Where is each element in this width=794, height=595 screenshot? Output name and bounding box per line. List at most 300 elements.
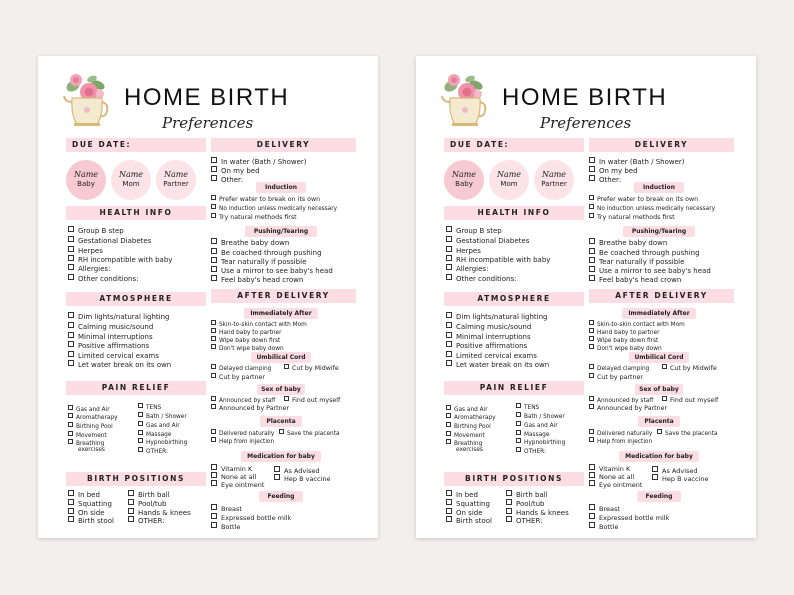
birth-position-item[interactable]: On side [68,508,105,518]
checkbox-icon [68,312,74,318]
checkbox-icon [211,480,217,486]
baby-name-circle [444,160,484,200]
page-title: HOME BIRTH [502,84,668,111]
checkbox-icon [446,255,452,261]
birth-position-item[interactable]: Birth ball [506,490,548,500]
checkbox-icon [589,328,594,333]
atmosphere-item[interactable]: Limited cervical exams [446,351,537,361]
checkbox-icon [211,437,216,442]
pain-relief-item[interactable]: Birthing Pool [446,422,491,431]
checkbox-icon [211,472,217,478]
checkbox-icon [274,466,280,472]
pain-relief-item[interactable]: OTHER: [516,447,546,456]
checkbox-icon [68,264,74,270]
checkbox-icon [446,264,452,270]
delivery-item[interactable]: Other: [211,175,243,185]
induction-item[interactable]: Prefer water to break on its own [589,195,698,204]
pain-relief-item[interactable]: Hypnobirthing [516,438,565,447]
checkbox-icon [589,429,594,434]
birth-position-item[interactable]: Hands & knees [506,508,569,518]
partner-name: Name [163,170,189,179]
birth-position-item[interactable]: In bed [68,490,100,500]
checkbox-icon [516,421,521,426]
pushing-header: Pushing/Tearing [623,226,695,237]
placenta-header: Placenta [638,416,680,427]
birth-position-item[interactable]: Pool/tub [128,499,166,509]
delivery-item[interactable]: In water (Bath / Shower) [589,157,685,167]
birth-position-item[interactable]: In bed [446,490,478,500]
checkbox-icon [68,274,74,280]
pain-relief-item[interactable]: Breathing [446,439,482,448]
mom-name-circle [111,160,151,200]
atmosphere-item[interactable]: Dim lights/natural lighting [446,312,547,322]
medication-item[interactable]: As Advised [274,466,320,476]
checkbox-icon [446,236,452,242]
umbilical-cord-header: Umbilical Cord [629,352,689,363]
checkbox-icon [68,360,74,366]
checkbox-icon [68,516,74,522]
immediately-after-item[interactable]: Wipe baby down first [589,336,658,345]
checkbox-icon [589,213,594,218]
medication-header: Medication for baby [241,451,321,462]
pushing-item[interactable]: Use a mirror to see baby's head [211,266,333,276]
health-info-header: HEALTH INFO [66,206,206,220]
pushing-item[interactable]: Feel baby's head crown [589,275,681,285]
due-date-band [444,138,584,152]
feeding-item[interactable]: Expressed bottle milk [211,513,291,523]
checkbox-icon [284,396,289,401]
checkbox-icon [446,499,452,505]
due-date-label: DUE DATE: [72,140,132,149]
atmosphere-item[interactable]: Dim lights/natural lighting [68,312,169,322]
birth-position-item[interactable]: Hands & knees [128,508,191,518]
atmosphere-item[interactable]: Calming music/sound [68,322,153,332]
checkbox-icon [589,373,594,378]
checkbox-icon [589,480,595,486]
immediately-after-item[interactable]: Don't wipe baby down [211,344,284,353]
immediately-after-item[interactable]: Skin-to-skin contact with Mom [211,320,307,329]
pain-relief-item-continued: exercises [78,447,105,453]
checkbox-icon [589,157,595,163]
checkbox-icon [68,236,74,242]
checkbox-icon [446,490,452,496]
checkbox-icon [138,447,143,452]
pain-relief-item[interactable]: OTHER: [138,447,168,456]
checkbox-icon [446,439,451,444]
health-item[interactable]: RH incompatible with baby [68,255,172,265]
birth-position-item[interactable]: Pool/tub [506,499,544,509]
pain-relief-item[interactable]: Hypnobirthing [138,438,187,447]
baby-role: Baby [77,180,95,188]
checkbox-icon [589,238,595,244]
immediately-after-item[interactable]: Hand baby to partner [211,328,281,337]
checkbox-icon [138,421,143,426]
checkbox-icon [589,175,595,181]
checkbox-icon [211,275,217,281]
health-item[interactable]: RH incompatible with baby [446,255,550,265]
pushing-item[interactable]: Breathe baby down [211,238,289,248]
checkbox-icon [446,422,451,427]
pain-relief-header: PAIN RELIEF [66,381,206,395]
immediately-after-item[interactable]: Don't wipe baby down [589,344,662,353]
feeding-item[interactable]: Bottle [211,522,240,532]
pushing-item[interactable]: Feel baby's head crown [211,275,303,285]
birth-positions-header: BIRTH POSITIONS [66,472,206,486]
checkbox-icon [589,266,595,272]
checkbox-icon [211,266,217,272]
checkbox-icon [211,238,217,244]
medication-item[interactable]: Eye ointment [211,480,264,490]
due-date-band [66,138,206,152]
umbilical-cord-item[interactable]: Cut by partner [211,373,265,382]
checkbox-icon [506,499,512,505]
medication-item[interactable]: Vitamin K [589,464,630,474]
umbilical-cord-item[interactable]: Cut by partner [589,373,643,382]
immediately-after-header: Immediately After [244,308,318,319]
checkbox-icon [446,226,452,232]
pain-relief-item[interactable]: Massage [138,430,171,439]
health-item[interactable]: Gestational Diabetes [68,236,151,246]
sex-of-baby-item[interactable]: Announced by staff [589,396,653,405]
checkbox-icon [68,255,74,261]
checkbox-icon [589,204,594,209]
checkbox-icon [652,474,658,480]
checkbox-icon [68,322,74,328]
checkbox-icon [446,246,452,252]
checkbox-icon [138,430,143,435]
checkbox-icon [589,364,594,369]
pain-relief-item[interactable]: Movement [446,431,485,440]
mom-name: Name [496,170,522,179]
checkbox-icon [211,336,216,341]
immediately-after-item[interactable]: Skin-to-skin contact with Mom [589,320,685,329]
checkbox-icon [211,213,216,218]
mom-role: Mom [122,180,140,188]
pain-relief-item[interactable]: Birthing Pool [68,422,113,431]
atmosphere-item[interactable]: Let water break on its own [446,360,549,370]
health-item[interactable]: Other conditions: [446,274,516,284]
baby-name-circle [66,160,106,200]
immediately-after-item[interactable]: Hand baby to partner [589,328,659,337]
health-item[interactable]: Herpes [446,246,481,256]
checkbox-icon [589,166,595,172]
umbilical-cord-header: Umbilical Cord [251,352,311,363]
partner-role: Partner [541,180,567,188]
page-subtitle: Preferences [540,114,632,132]
checkbox-icon [589,195,594,200]
pushing-item[interactable]: Tear naturally if possible [211,257,306,267]
pain-relief-item[interactable]: Bath / Shower [138,412,187,421]
medication-item[interactable]: Eye ointment [589,480,642,490]
delivery-item[interactable]: Other: [589,175,621,185]
pushing-header: Pushing/Tearing [245,226,317,237]
placenta-item[interactable]: Delivered naturally [211,429,274,438]
checkbox-icon [516,438,521,443]
induction-item[interactable]: Try natural methods first [211,213,297,222]
checkbox-icon [211,328,216,333]
baby-name: Name [73,170,99,179]
health-item[interactable]: Group B step [446,226,502,236]
partner-role: Partner [163,180,189,188]
checkbox-icon [446,351,452,357]
checkbox-icon [211,504,217,510]
checkbox-icon [138,438,143,443]
checkbox-icon [446,405,451,410]
birth-position-item[interactable]: On side [446,508,483,518]
checkbox-icon [589,472,595,478]
delivery-header: DELIVERY [589,138,734,152]
checkbox-icon [506,516,512,522]
placenta-header: Placenta [260,416,302,427]
checkbox-icon [662,364,667,369]
atmosphere-item[interactable]: Minimal interruptions [446,332,531,342]
checkbox-icon [446,322,452,328]
pushing-item[interactable]: Be coached through pushing [211,248,322,258]
health-item[interactable]: Allergies: [446,264,488,274]
induction-header: Induction [256,182,306,193]
checkbox-icon [589,404,594,409]
checkbox-icon [211,364,216,369]
checkbox-icon [211,404,216,409]
atmosphere-item[interactable]: Minimal interruptions [68,332,153,342]
atmosphere-item[interactable]: Calming music/sound [446,322,531,332]
medication-item[interactable]: As Advised [652,466,698,476]
checkbox-icon [589,396,594,401]
checkbox-icon [211,464,217,470]
pain-relief-item[interactable]: Bath / Shower [516,412,565,421]
medication-item[interactable]: None at all [211,472,256,482]
pain-relief-item[interactable]: Gas and Air [446,405,488,414]
umbilical-cord-item[interactable]: Cut by Midwife [284,364,339,373]
feeding-item[interactable]: Breast [211,504,242,514]
checkbox-icon [211,429,216,434]
checkbox-icon [68,341,74,347]
checkbox-icon [652,466,658,472]
pain-relief-item[interactable]: TENS [138,403,161,412]
checkbox-icon [589,513,595,519]
partner-name: Name [541,170,567,179]
pain-relief-item[interactable]: Movement [68,431,107,440]
checkbox-icon [211,522,217,528]
checkbox-icon [274,474,280,480]
left-preferences-page [38,56,378,538]
checkbox-icon [211,320,216,325]
delivery-header: DELIVERY [211,138,356,152]
partner-name-circle [534,160,574,200]
checkbox-icon [446,274,452,280]
birth-position-item[interactable]: Squatting [446,499,490,509]
checkbox-icon [68,332,74,338]
checkbox-icon [211,248,217,254]
induction-item[interactable]: Try natural methods first [589,213,675,222]
checkbox-icon [589,344,594,349]
checkbox-icon [128,490,134,496]
checkbox-icon [68,431,73,436]
induction-item[interactable]: Prefer water to break on its own [211,195,320,204]
checkbox-icon [506,490,512,496]
checkbox-icon [211,175,217,181]
pain-relief-item[interactable]: Gas and Air [516,421,558,430]
due-date-label: DUE DATE: [450,140,510,149]
atmosphere-item[interactable]: Positive affirmations [446,341,527,351]
mom-name-circle [489,160,529,200]
pain-relief-item[interactable]: Gas and Air [68,405,110,414]
checkbox-icon [589,504,595,510]
birth-positions-header: BIRTH POSITIONS [444,472,584,486]
checkbox-icon [138,412,143,417]
checkbox-icon [506,508,512,514]
medication-item[interactable]: Vitamin K [211,464,252,474]
immediately-after-header: Immediately After [622,308,696,319]
feeding-item[interactable]: Bottle [589,522,618,532]
placenta-item[interactable]: Delivered naturally [589,429,652,438]
pain-relief-item[interactable]: TENS [516,403,539,412]
checkbox-icon [68,226,74,232]
induction-item[interactable]: No induction unless medically necessary [211,204,337,213]
checkbox-icon [211,396,216,401]
sex-of-baby-item[interactable]: Announced by staff [211,396,275,405]
sex-of-baby-item[interactable]: Find out myself [662,396,718,405]
pain-relief-item-continued: exercises [456,447,483,453]
checkbox-icon [68,422,73,427]
checkbox-icon [211,257,217,263]
checkbox-icon [68,439,73,444]
atmosphere-item[interactable]: Positive affirmations [68,341,149,351]
health-item[interactable]: Allergies: [68,264,110,274]
checkbox-icon [138,403,143,408]
checkbox-icon [589,464,595,470]
baby-role: Baby [455,180,473,188]
umbilical-cord-item[interactable]: Cut by Midwife [662,364,717,373]
delivery-item[interactable]: On my bed [589,166,638,176]
checkbox-icon [279,429,284,434]
checkbox-icon [68,405,73,410]
checkbox-icon [516,430,521,435]
after-delivery-header: AFTER DELIVERY [589,289,734,303]
delivery-item[interactable]: On my bed [211,166,260,176]
page-title: HOME BIRTH [124,84,290,111]
pain-relief-item[interactable]: Gas and Air [138,421,180,430]
placenta-item[interactable]: Save the placenta [657,429,718,438]
placenta-item[interactable]: Save the placenta [279,429,340,438]
birth-position-item[interactable]: OTHER: [128,516,164,526]
birth-position-item[interactable]: Birth stool [446,516,492,526]
checkbox-icon [128,516,134,522]
atmosphere-item[interactable]: Let water break on its own [68,360,171,370]
induction-header: Induction [634,182,684,193]
sex-of-baby-item[interactable]: Announced by Partner [211,404,289,413]
mom-role: Mom [500,180,518,188]
baby-name: Name [451,170,477,179]
checkbox-icon [589,336,594,341]
placenta-item[interactable]: Help from injection [589,437,652,446]
sex-of-baby-item[interactable]: Find out myself [284,396,340,405]
health-item[interactable]: Gestational Diabetes [446,236,529,246]
pain-relief-header: PAIN RELIEF [444,381,584,395]
induction-item[interactable]: No induction unless medically necessary [589,204,715,213]
checkbox-icon [446,341,452,347]
checkbox-icon [68,246,74,252]
health-info-header: HEALTH INFO [444,206,584,220]
medication-item[interactable]: Hep B vaccine [652,474,709,484]
checkbox-icon [516,447,521,452]
teapot-flower-icon [440,72,490,132]
pain-relief-item[interactable]: Aromatherapy [68,413,118,422]
immediately-after-item[interactable]: Wipe baby down first [211,336,280,345]
checkbox-icon [68,490,74,496]
checkbox-icon [516,403,521,408]
feeding-header: Feeding [259,491,303,502]
pain-relief-item[interactable]: Massage [516,430,549,439]
after-delivery-header: AFTER DELIVERY [211,289,356,303]
birth-position-item[interactable]: Squatting [68,499,112,509]
umbilical-cord-item[interactable]: Delayed clamping [589,364,649,373]
mom-name: Name [118,170,144,179]
checkbox-icon [589,320,594,325]
checkbox-icon [211,157,217,163]
pain-relief-item[interactable]: Aromatherapy [446,413,496,422]
pushing-item[interactable]: Be coached through pushing [589,248,700,258]
checkbox-icon [589,257,595,263]
sex-of-baby-item[interactable]: Announced by Partner [589,404,667,413]
medication-item[interactable]: Hep B vaccine [274,474,331,484]
atmosphere-header: ATMOSPHERE [444,292,584,306]
checkbox-icon [68,499,74,505]
sex-of-baby-header: Sex of baby [635,384,683,395]
checkbox-icon [128,499,134,505]
pushing-item[interactable]: Tear naturally if possible [589,257,684,267]
pushing-item[interactable]: Breathe baby down [589,238,667,248]
feeding-item[interactable]: Expressed bottle milk [589,513,669,523]
health-item[interactable]: Group B step [68,226,124,236]
pain-relief-item[interactable]: Breathing [68,439,104,448]
health-item[interactable]: Other conditions: [68,274,138,284]
checkbox-icon [68,508,74,514]
delivery-item[interactable]: In water (Bath / Shower) [211,157,307,167]
right-preferences-page [416,56,756,538]
checkbox-icon [589,275,595,281]
checkbox-icon [211,195,216,200]
birth-position-item[interactable]: OTHER: [506,516,542,526]
checkbox-icon [589,248,595,254]
checkbox-icon [589,437,594,442]
birth-position-item[interactable]: Birth stool [68,516,114,526]
checkbox-icon [68,413,73,418]
atmosphere-header: ATMOSPHERE [66,292,206,306]
atmosphere-item[interactable]: Limited cervical exams [68,351,159,361]
checkbox-icon [284,364,289,369]
checkbox-icon [128,508,134,514]
checkbox-icon [657,429,662,434]
teapot-flower-icon [62,72,112,132]
placenta-item[interactable]: Help from injection [211,437,274,446]
feeding-item[interactable]: Breast [589,504,620,514]
checkbox-icon [211,204,216,209]
birth-position-item[interactable]: Birth ball [128,490,170,500]
feeding-header: Feeding [637,491,681,502]
pushing-item[interactable]: Use a mirror to see baby's head [589,266,711,276]
checkbox-icon [446,413,451,418]
checkbox-icon [662,396,667,401]
page-subtitle: Preferences [162,114,254,132]
checkbox-icon [446,312,452,318]
checkbox-icon [446,516,452,522]
health-item[interactable]: Herpes [68,246,103,256]
sex-of-baby-header: Sex of baby [257,384,305,395]
umbilical-cord-item[interactable]: Delayed clamping [211,364,271,373]
medication-item[interactable]: None at all [589,472,634,482]
checkbox-icon [446,508,452,514]
